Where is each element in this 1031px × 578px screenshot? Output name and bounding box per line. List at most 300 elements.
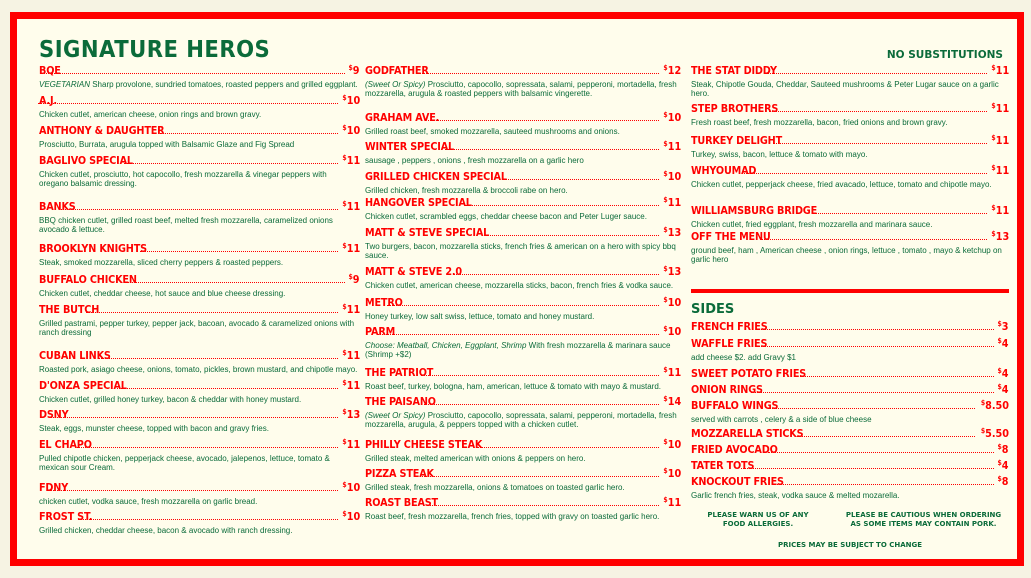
item-price (342, 200, 360, 213)
menu-item (39, 378, 360, 404)
description-text: Prosciutto, capocollo, sopressata, salami, pepperoni, mortadella, fresh mozzarella, arugula & roasted peppers with balsamic vingerette. (365, 80, 677, 98)
dollar-sign: $ (663, 226, 668, 234)
dot-leader (378, 333, 659, 335)
menu-item (365, 264, 681, 290)
menu-item (691, 398, 1009, 424)
menu-item (39, 241, 360, 267)
item-name: FDNY (39, 481, 69, 494)
item-name: SWEET POTATO FRIES (691, 367, 807, 380)
dot-leader (422, 475, 659, 477)
dot-leader (428, 119, 659, 121)
item-description (39, 110, 360, 119)
dollar-sign: $ (342, 481, 347, 489)
price-value: 10 (667, 467, 681, 480)
dot-leader (744, 172, 987, 174)
sides-heading: SIDES (691, 302, 735, 317)
price-value: 8 (1002, 443, 1009, 456)
description-prefix: VEGETARIAN (39, 80, 90, 89)
item-description (39, 258, 360, 267)
dot-leader (421, 374, 659, 376)
dollar-sign: $ (663, 140, 668, 148)
price-value: 10 (667, 325, 681, 338)
item-description (365, 281, 681, 290)
description-text: Honey turkey, low salt swiss, lettuce, tomato and honey mustard. (365, 312, 595, 321)
menu-item (691, 426, 1009, 440)
item-price (991, 64, 1009, 77)
item-price (349, 273, 360, 286)
menu-item-row (39, 302, 360, 316)
dot-leader (59, 208, 338, 210)
item-price (342, 94, 360, 107)
item-price (663, 170, 681, 183)
price-value: 11 (995, 102, 1009, 115)
dollar-sign: $ (663, 467, 668, 475)
item-name: THE BUTCH (39, 303, 100, 316)
item-description (39, 170, 360, 188)
price-value: 9 (353, 273, 360, 286)
item-name: ONION RINGS (691, 383, 763, 396)
dot-leader (769, 110, 987, 112)
menu-item (691, 229, 1009, 264)
price-value: 10 (346, 94, 360, 107)
price-value: 5.50 (985, 427, 1009, 440)
item-price (342, 408, 360, 421)
menu-item-row (691, 366, 1009, 380)
menu-item-row (365, 466, 681, 480)
menu-board (10, 12, 1024, 566)
menu-item-row (691, 474, 1009, 488)
menu-item (39, 509, 360, 535)
item-price (342, 481, 360, 494)
item-price (991, 230, 1009, 243)
price-value: 4 (1002, 337, 1009, 350)
description-text: Prosciutto, capocollo, sopressata, salami, pepperoni, mortadella, fresh mozzarella, arugula, & peppers topped with a chicken cutlet. (365, 411, 677, 429)
dot-leader (800, 375, 994, 377)
price-value: 3 (1002, 320, 1009, 333)
item-name: BROOKLYN KNIGHTS (39, 242, 147, 255)
item-name: THE PATRIOT (365, 366, 434, 379)
price-value: 11 (346, 200, 360, 213)
dollar-sign: $ (997, 475, 1003, 483)
menu-item-row (365, 225, 681, 239)
item-name: WILLIAMSBURG BRIDGE (691, 204, 818, 217)
dot-leader (51, 416, 338, 418)
menu-item-row (365, 324, 681, 338)
item-price (998, 459, 1009, 472)
dollar-sign: $ (663, 170, 668, 178)
menu-item (365, 110, 681, 136)
item-name: MATT & STEVE SPECIAL (365, 226, 490, 239)
dollar-sign: $ (997, 459, 1003, 467)
description-text: Grilled chicken, cheddar cheese, bacon & avocado with ranch dressing. (39, 526, 293, 535)
menu-item (365, 169, 681, 195)
dollar-sign: $ (663, 296, 668, 304)
dollar-sign: $ (997, 320, 1003, 328)
item-name: BAGLIVO SPECIAL (39, 154, 133, 167)
description-text: Chicken cutlet, fried eggplant, fresh mozzarella and marinara sauce. (691, 220, 933, 229)
dollar-sign: $ (342, 510, 347, 518)
description-text: ground beef, ham , American cheese , onion rings, lettuce , tomato , mayo & ketchup on garlic hero (691, 246, 1002, 264)
description-text: Chicken cutlet, grilled honey turkey, bacon & cheddar with honey mustard. (39, 395, 302, 404)
price-value: 11 (995, 134, 1009, 147)
item-price (663, 111, 681, 124)
menu-item-row (691, 382, 1009, 396)
dot-leader (797, 435, 975, 437)
price-value: 8 (1002, 475, 1009, 488)
item-price (342, 242, 360, 255)
description-text: Fresh roast beef, fresh mozzarella, bacon, fried onions and brown gravy. (691, 118, 948, 127)
item-name: HANGOVER SPECIAL (365, 196, 472, 209)
dollar-sign: $ (663, 111, 668, 119)
item-name: ROAST BEAST (365, 496, 438, 509)
menu-item (691, 366, 1009, 380)
description-text: Roasted pork, asiago cheese, onions, tomato, pickles, brown mustard, and chipotle mayo. (39, 365, 358, 374)
item-description (365, 483, 681, 492)
description-text: Turkey, swiss, bacon, lettuce & tomato with mayo. (691, 150, 868, 159)
menu-item-row (691, 319, 1009, 333)
item-name: GRILLED CHICKEN SPECIAL (365, 170, 507, 183)
menu-item (39, 93, 360, 119)
dot-leader (445, 148, 659, 150)
menu-item-row (39, 153, 360, 167)
item-description (39, 497, 360, 506)
price-value: 10 (346, 510, 360, 523)
item-name: PIZZA STEAK (365, 467, 434, 480)
item-name: D'ONZA SPECIAL (39, 379, 127, 392)
item-description (691, 220, 1009, 229)
item-price (663, 438, 681, 451)
item-name: DSNY (39, 408, 69, 421)
item-price (663, 467, 681, 480)
description-text: Grilled chicken, fresh mozzarella & broccoli rabe on hero. (365, 186, 568, 195)
item-name: PARM (365, 325, 396, 338)
dollar-sign: $ (980, 399, 986, 407)
description-text: Chicken cutlet, american cheese, onion rings and brown gravy. (39, 110, 262, 119)
dot-leader (813, 212, 987, 214)
item-description (691, 80, 1009, 98)
price-value: 11 (346, 154, 360, 167)
menu-item (691, 133, 1009, 159)
dollar-sign: $ (991, 64, 996, 72)
menu-item (691, 458, 1009, 472)
dot-leader (140, 250, 338, 252)
dollar-sign: $ (663, 64, 668, 72)
description-text: Chicken cutlet, prosciutto, hot capocollo, fresh mozzarella & vinegar peppers with oregano balsamic dressing. (39, 170, 327, 188)
description-text: Steak, eggs, munster cheese, topped with bacon and gravy fries. (39, 424, 269, 433)
description-text: BBQ chicken cutlet, grilled roast beef, melted fresh mozzarella, caramelized onions avocado & lettuce. (39, 216, 333, 234)
dot-leader (757, 328, 995, 330)
item-description (365, 411, 681, 429)
menu-item (365, 295, 681, 321)
dollar-sign: $ (663, 496, 668, 504)
menu-item (365, 495, 681, 521)
price-value: 11 (995, 204, 1009, 217)
dollar-sign: $ (342, 349, 347, 357)
description-text: served with carrots , celery & a side of blue cheese (691, 415, 872, 424)
item-name: WHYOUMAD (691, 164, 757, 177)
item-name: KNOCKOUT FRIES (691, 475, 784, 488)
dot-leader (117, 387, 338, 389)
item-description (365, 341, 681, 359)
sides-divider (691, 289, 1009, 293)
description-text: Chicken cutlet, cheddar cheese, hot sauce and blue cheese dressing. (39, 289, 286, 298)
menu-item (365, 324, 681, 359)
item-name: EL CHAPO (39, 438, 92, 451)
dot-leader (465, 204, 659, 206)
price-value: 11 (667, 366, 681, 379)
item-name: BQE (39, 64, 61, 77)
item-name: STEP BROTHERS (691, 102, 779, 115)
description-text: Grilled pastrami, pepper turkey, pepper jack, bacoan, avocado & caramelized onions with ranch dressing (39, 319, 355, 337)
menu-item-row (39, 93, 360, 107)
menu-item-row (691, 442, 1009, 456)
dot-leader (756, 345, 994, 347)
price-value: 13 (667, 265, 681, 278)
menu-item-row (39, 348, 360, 362)
description-text: Chicken cutlet, american cheese, mozzarella sticks, bacon, french fries & vodka sauce. (365, 281, 674, 290)
item-description (365, 212, 681, 221)
dot-leader (38, 102, 338, 104)
menu-item-row (691, 63, 1009, 77)
price-value: 10 (667, 438, 681, 451)
dollar-sign: $ (348, 64, 354, 72)
menu-item (691, 63, 1009, 98)
price-value: 10 (346, 124, 360, 137)
description-text: Roast beef, fresh mozzarella, french fries, topped with gravy on toasted garlic hero. (365, 512, 660, 521)
description-text: Prosciutto, Burrata, arugula topped with Balsamic Glaze and Fig Spread (39, 140, 295, 149)
item-description (365, 454, 681, 463)
dollar-sign: $ (663, 325, 668, 333)
menu-item-row (691, 203, 1009, 217)
menu-item-row (39, 199, 360, 213)
dot-leader (454, 273, 659, 275)
dollar-sign: $ (348, 273, 354, 281)
item-description (691, 415, 1009, 424)
dot-leader (416, 72, 659, 74)
description-text: With fresh mozzarella & marinara sauce (Shrimp +$2) (365, 341, 671, 359)
description-text: Chicken cutlet, scrambled eggs, cheddar cheese bacon and Peter Luger sauce. (365, 212, 647, 221)
price-value: 14 (667, 395, 681, 408)
menu-item-row (691, 426, 1009, 440)
menu-item-row (39, 480, 360, 494)
price-value: 10 (667, 170, 681, 183)
item-name: CUBAN LINKS (39, 349, 111, 362)
item-description (691, 353, 1009, 362)
item-name: WAFFLE FRIES (691, 337, 768, 350)
menu-item (365, 394, 681, 429)
menu-item (39, 272, 360, 298)
menu-item-row (365, 139, 681, 153)
item-description (39, 454, 360, 472)
item-description (691, 150, 1009, 159)
menu-item (39, 480, 360, 506)
item-price (991, 134, 1009, 147)
menu-item-row (365, 110, 681, 124)
price-value: 11 (995, 64, 1009, 77)
menu-item (365, 437, 681, 463)
item-description (365, 512, 681, 521)
item-price (342, 510, 360, 523)
dot-leader (741, 467, 994, 469)
description-text: Grilled steak, fresh mozzarella, onions & tomatoes on toasted garlic hero. (365, 483, 625, 492)
description-text: Roast beef, turkey, bologna, ham, american, lettuce & tomato with mayo & mustard. (365, 382, 661, 391)
item-description (39, 216, 360, 234)
dollar-sign: $ (997, 443, 1003, 451)
price-value: 11 (667, 140, 681, 153)
dollar-sign: $ (663, 438, 668, 446)
menu-item-row (691, 336, 1009, 350)
item-price (991, 102, 1009, 115)
menu-item (691, 336, 1009, 362)
item-price (663, 395, 681, 408)
menu-item-row (39, 437, 360, 451)
item-name: BUFFALO WINGS (691, 399, 779, 412)
description-text: sausage , peppers , onions , fresh mozzarella on a garlic hero (365, 156, 584, 165)
dot-leader (77, 446, 338, 448)
item-price (663, 265, 681, 278)
item-price (342, 349, 360, 362)
item-description (691, 118, 1009, 127)
item-price (342, 379, 360, 392)
menu-item (39, 407, 360, 433)
dollar-sign: $ (980, 427, 986, 435)
item-price (663, 366, 681, 379)
dollar-sign: $ (342, 124, 347, 132)
description-text: Steak, Chipotle Gouda, Cheddar, Sauteed mushrooms & Peter Lugar sauce on a garlic hero. (691, 80, 999, 98)
item-price (998, 337, 1009, 350)
dollar-sign: $ (991, 230, 996, 238)
menu-item (691, 442, 1009, 456)
dot-leader (769, 407, 975, 409)
item-name: GRAHAM AVE. (365, 111, 440, 124)
menu-item (365, 225, 681, 260)
menu-item (691, 203, 1009, 229)
dot-leader (387, 304, 659, 306)
price-value: 4 (1002, 459, 1009, 472)
description-text: Garlic french fries, steak, vodka sauce & melted mozarella. (691, 491, 900, 500)
menu-item (691, 382, 1009, 396)
item-price (663, 140, 681, 153)
item-description (691, 246, 1009, 264)
item-price (663, 64, 681, 77)
item-price (991, 204, 1009, 217)
price-value: 10 (667, 296, 681, 309)
description-prefix: (Sweet Or Spicy) (365, 411, 426, 420)
item-name: FRENCH FRIES (691, 320, 768, 333)
menu-item-row (39, 63, 360, 77)
item-description (39, 526, 360, 535)
price-value: 4 (1002, 383, 1009, 396)
item-name: OFF THE MENU (691, 230, 771, 243)
item-price (663, 325, 681, 338)
menu-item-row (691, 163, 1009, 177)
menu-item (39, 437, 360, 472)
dollar-sign: $ (663, 395, 668, 403)
item-name: WINTER SPECIAL (365, 140, 455, 153)
dollar-sign: $ (663, 366, 668, 374)
dollar-sign: $ (991, 164, 996, 172)
item-price (663, 296, 681, 309)
dot-leader (124, 162, 338, 164)
dot-leader (160, 132, 338, 134)
description-text: chicken cutlet, vodka sauce, fresh mozzarella on garlic bread. (39, 497, 258, 506)
description-text: Sharp provolone, sundried tomatoes, roasted peppers and grilled eggplant. (89, 80, 358, 89)
menu-item-row (691, 458, 1009, 472)
description-text: Steak, smoked mozzarella, sliced cherry peppers & roasted peppers. (39, 258, 284, 267)
item-price (998, 383, 1009, 396)
item-name: BANKS (39, 200, 76, 213)
price-value: 11 (346, 438, 360, 451)
price-change-notice: PRICES MAY BE SUBJECT TO CHANGE (777, 541, 923, 549)
dot-leader (128, 281, 345, 283)
menu-item (39, 348, 360, 374)
menu-item (365, 466, 681, 492)
dollar-sign: $ (342, 154, 347, 162)
dollar-sign: $ (342, 94, 347, 102)
price-value: 4 (1002, 367, 1009, 380)
dollar-sign: $ (342, 242, 347, 250)
allergy-notice: PLEASE WARN US OF ANY FOOD ALLERGIES. (707, 511, 809, 528)
item-price (342, 303, 360, 316)
item-name: GODFATHER (365, 64, 429, 77)
item-description (39, 289, 360, 298)
dollar-sign: $ (997, 337, 1003, 345)
dot-leader (424, 403, 659, 405)
item-name: METRO (365, 296, 403, 309)
item-description (365, 186, 681, 195)
dollar-sign: $ (342, 438, 347, 446)
dollar-sign: $ (342, 200, 347, 208)
menu-item (691, 101, 1009, 127)
item-price (998, 320, 1009, 333)
no-substitutions-notice: NO SUBSTITUTIONS (886, 49, 1003, 61)
item-description (39, 424, 360, 433)
price-value: 11 (667, 196, 681, 209)
item-description (39, 395, 360, 404)
menu-item-row (691, 398, 1009, 412)
dot-leader (86, 311, 338, 313)
item-price (998, 475, 1009, 488)
description-text: Two burgers, bacon, mozzarella sticks, french fries & american on a hero with spicy bbq sauce. (365, 242, 676, 260)
item-description (365, 127, 681, 136)
price-value: 11 (346, 349, 360, 362)
item-price (998, 443, 1009, 456)
dot-leader (78, 518, 338, 520)
item-description (365, 80, 681, 98)
menu-item-row (365, 495, 681, 509)
item-price (349, 64, 360, 77)
item-description (691, 491, 1009, 500)
item-price (998, 367, 1009, 380)
item-name: MATT & STEVE 2.0 (365, 265, 462, 278)
menu-item (39, 63, 360, 89)
menu-item (365, 365, 681, 391)
item-name: MOZZARELLA STICKS (691, 427, 804, 440)
dot-leader (751, 391, 994, 393)
dollar-sign: $ (342, 303, 347, 311)
dollar-sign: $ (342, 379, 347, 387)
dollar-sign: $ (991, 102, 996, 110)
item-price (342, 438, 360, 451)
menu-item (39, 153, 360, 188)
dot-leader (99, 357, 338, 359)
item-name: TURKEY DELIGHT (691, 134, 783, 147)
menu-item-row (365, 365, 681, 379)
dollar-sign: $ (342, 408, 347, 416)
dollar-sign: $ (991, 134, 996, 142)
price-value: 10 (346, 481, 360, 494)
item-description (39, 319, 360, 337)
